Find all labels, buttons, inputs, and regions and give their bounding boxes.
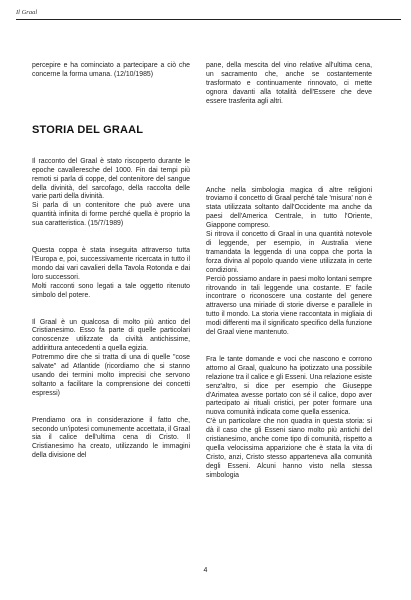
paragraph-ultima-cena: Prendiamo ora in considerazione il fatto che, secondo un'ipotesi comunemente accettata, il Graal sia il calice dell'ultima cena di Cristo. Il Cristianesimo ha creato, utilizzando le immagini della divisione del xyxy=(32,416,190,460)
paragraph-esseni-antichi: C'è un particolare che non quadra in questa storia: si dà il caso che gli Esseni siano molto più antichi del cristianesimo, anche come tipo di comunità, rispetto a quella velocissima apparizione che è stata la vita di Cristo, anzi, Cristo stesso apparteneva alla comunità degli Esseni. Alcuni hanno visto nella stessa simbologia xyxy=(206,418,372,479)
paragraph-contenitore: Si parla di un contenitore che può avere una quantità infinita di forme perché quella è proprio la sua caratteristica. (15/7/1989) xyxy=(32,202,190,228)
paragraph-coppa-inseguita: Questa coppa è stata inseguita attraverso tutta l'Europa e, poi, successivamente ricercata in tutto il mondo dai vari cavalieri della Tavola Rotonda e dai loro successori. xyxy=(32,247,190,281)
paragraph-paesi-lontani: Perciò possiamo andare in paesi molto lontani sempre ritrovando in tali leggende una costante. E' facile incontrare o riconoscere una costante del genere attraverso una miriade di storie diverse e parallele in tutto il mondo. La storia viene raccontata in migliaia di modi differenti ma il significato specifico della funzione del Graal viene mantenuto. xyxy=(206,275,372,337)
paragraph-simbologia-magica: Anche nella simbologia magica di altre religioni troviamo il concetto di Graal perché tale 'misura' non è stata utilizzata soltanto dall'Occidente ma anche da paesi dell'America Centrale, in tutto l'Oriente, Giappone compreso. xyxy=(206,186,372,230)
paragraph-atlantide: Potremmo dire che si tratta di una di quelle "cose salvate" ad Atlantide (ricordiamo che si stanno usando dei termini molto imprecisi che servono soltanto a facilitare la comprensione dei concetti espressi) xyxy=(32,354,190,397)
paragraph-esseni-relazione: Fra le tante domande e voci che nascono e corrono attorno al Graal, qualcuno ha ipotizzato una possibile relazione tra il calice e gli Esseni. Una relazione esiste senz'altro, si dice per esempio che Giuseppe d'Arimatea avesse portato con sé il calice, dopo aver partecipato ai rituali cristici, per poter formare una nuova comunità indicata come quella essenica. xyxy=(206,355,372,417)
paragraph-piu-antico: Il Graal è un qualcosa di molto più antico del Cristianesimo. Esso fa parte di quelle particolari conoscenze utilizzate da civiltà antichissime, addirittura antecedenti a quella egizia. xyxy=(32,318,190,353)
section-title: STORIA DEL GRAAL xyxy=(32,123,144,136)
paragraph-riscoperto: Il racconto del Graal è stato riscoperto durante le epoche cavalleresche del 1000. Fin dai tempi più remoti si parla di coppe, del contenitore del sangue della divinità, del sarcofago, della raccolta delle varie parti della divinità. xyxy=(32,157,190,201)
paragraph-australia: Si ritrova il concetto di Graal in una quantità notevole di leggende, per esempio, in Australia viene tramandata la leggenda di una coppa che porta la forza divina al popolo quando viene utilizzata in certe condizioni. xyxy=(206,231,372,274)
paragraph-sacramento: pane, della mescita del vino relative all'ultima cena, un sacramento che, anche se costantemente trasformato e continuamente rinnovato, ci mette ognora davanti alla totalità dell'Essere che deve essere trasferita agli altri. xyxy=(206,62,372,105)
running-header-title: Il Graal xyxy=(16,9,38,16)
header-rule xyxy=(16,19,401,20)
paragraph-molti-racconti: Molti racconti sono legati a tale oggetto ritenuto simbolo del potere. xyxy=(32,282,190,299)
left-column xyxy=(32,62,190,461)
intro-paragraph: percepire e ha cominciato a partecipare a ciò che concerne la forma umana. (12/10/1985) xyxy=(32,62,190,78)
right-column xyxy=(206,62,372,481)
page-number: 4 xyxy=(203,567,208,574)
